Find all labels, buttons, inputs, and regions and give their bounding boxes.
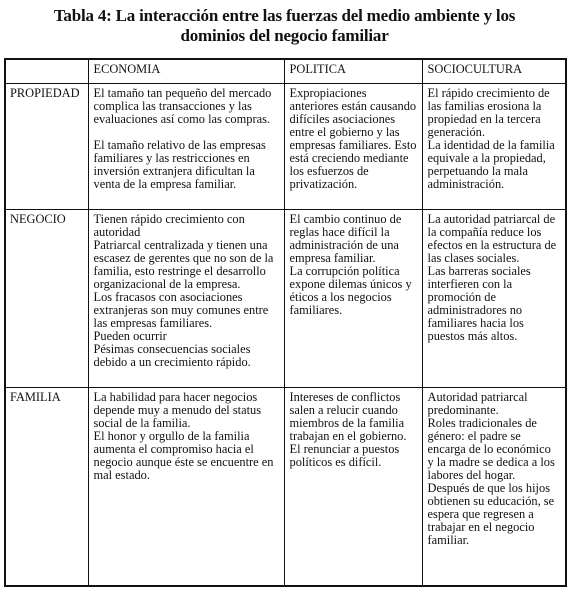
cell-paragraph: Autoridad patriarcal predominante. (427, 390, 528, 417)
cell-paragraph: El tamaño tan pequeño del mercado complica las transacciones y las evaluaciones así como las compras. (93, 86, 272, 126)
header-economia: ECONOMIA (88, 59, 284, 84)
cell-paragraph: La corrupción política expone dilemas únicos y éticos a los negocios familiares. (289, 264, 412, 317)
table-title (0, 6, 569, 46)
row-label-negocio: NEGOCIO (5, 210, 88, 388)
forces-domains-table (4, 58, 567, 587)
table-header-row (5, 59, 566, 84)
cell-paragraph: Expropiaciones anteriores están causando difíciles asociaciones entre el gobierno y las empresas familiares. Esto está creciendo mediante los esfuerzos de privatización. (289, 86, 417, 191)
row-label-familia: FAMILIA (5, 388, 88, 587)
cell-paragraph: Patriarcal centralizada y tienen una escasez de gerentes que no son de la familia, esto restringe el desarrollo organizacional de la empresa. (93, 238, 274, 291)
cell-paragraph: El cambio continuo de reglas hace difícil la administración de una empresa familiar. (289, 212, 402, 265)
cell-propiedad-politica (284, 84, 422, 210)
cell-paragraph: Las barreras sociales interfieren con la promoción de administradores no familiares hacia los puestos más altos. (427, 264, 531, 343)
cell-paragraph: Roles tradicionales de género: el padre se encarga de lo económico y la madre se dedica a los labores del hogar. (427, 416, 555, 482)
cell-familia-politica (284, 388, 422, 587)
cell-paragraph: El tamaño relativo de las empresas familiares y las restricciones en inversión extranjera dificultan la venta de la empresa familiar. (93, 138, 266, 191)
table-row-negocio (5, 210, 566, 388)
cell-paragraph: Después de que los hijos obtienen su educación, se espera que regresen a trabajar en el negocio familiar. (427, 481, 555, 547)
cell-propiedad-sociocultura (422, 84, 566, 210)
cell-familia-sociocultura (422, 388, 566, 587)
cell-negocio-politica (284, 210, 422, 388)
cell-paragraph: Los fracasos con asociaciones extranjeras son muy comunes entre las empresas familiares. (93, 290, 269, 330)
cell-paragraph: La autoridad patriarcal de la compañía reduce los efectos en la estructura de las clases sociales. (427, 212, 557, 265)
table-title-line-1: Tabla 4: La interacción entre las fuerzas del medio ambiente y los (53, 6, 516, 25)
cell-paragraph: El honor y orgullo de la familia aumenta el compromiso hacia el negocio aunque éste se encuentre en mal estado. (93, 429, 274, 482)
header-politica: POLITICA (284, 59, 422, 84)
header-corner-cell (5, 59, 88, 84)
cell-paragraph: Pueden ocurrir (93, 329, 167, 343)
table-row-propiedad (5, 84, 566, 210)
cell-paragraph: Tienen rápido crecimiento con autoridad (93, 212, 245, 239)
cell-negocio-sociocultura (422, 210, 566, 388)
header-sociocultura: SOCIOCULTURA (422, 59, 566, 84)
cell-paragraph: El renunciar a puestos políticos es difícil. (289, 442, 400, 469)
cell-paragraph: El rápido crecimiento de las familias erosiona la propiedad en la tercera generación. (427, 86, 550, 139)
table-row-familia (5, 388, 566, 587)
cell-paragraph: La habilidad para hacer negocios depende muy a menudo del status social de la familia. (93, 390, 262, 430)
row-label-propiedad: PROPIEDAD (5, 84, 88, 210)
cell-negocio-economia (88, 210, 284, 388)
cell-paragraph: Intereses de conflictos salen a relucir cuando miembros de la familia trabajan en el gobierno. (289, 390, 407, 443)
table-title-line-2: dominios del negocio familiar (180, 26, 389, 45)
cell-propiedad-economia (88, 84, 284, 210)
cell-familia-economia (88, 388, 284, 587)
cell-paragraph: Pésimas consecuencias sociales debido a un crecimiento rápido. (93, 342, 251, 369)
cell-paragraph: La identidad de la familia equivale a la propiedad, perpetuando la mala administración. (427, 138, 555, 191)
